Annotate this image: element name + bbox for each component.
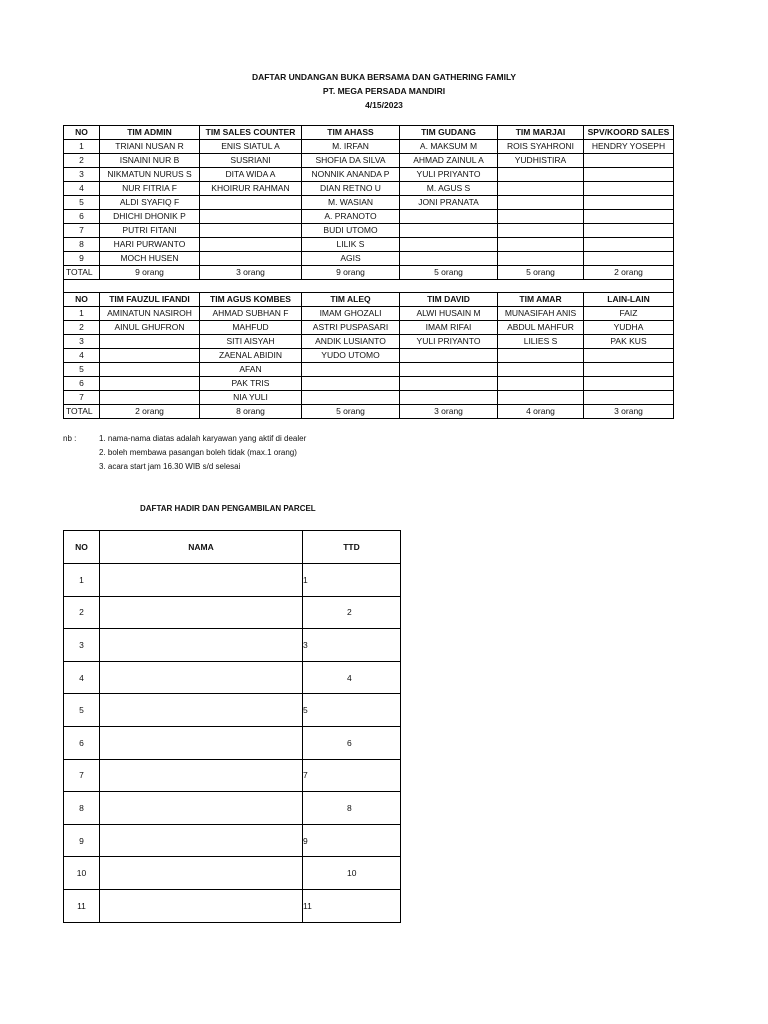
table-cell xyxy=(498,238,584,252)
table-cell: TRIANI NUSAN R xyxy=(100,140,200,154)
table-cell xyxy=(200,210,302,224)
table-row xyxy=(64,210,674,224)
attendance-no: 1 xyxy=(64,564,100,597)
table-cell: A. MAKSUM M xyxy=(400,140,498,154)
table-cell: 4 xyxy=(64,349,100,363)
table-cell: 6 xyxy=(64,210,100,224)
column-header: TIM AHASS xyxy=(302,126,400,140)
table-cell: 3 xyxy=(64,335,100,349)
attendance-name-cell[interactable] xyxy=(100,726,303,759)
total-row xyxy=(64,266,674,280)
attendance-no: 8 xyxy=(64,792,100,825)
attendance-row xyxy=(64,824,401,857)
signature-number: 4 xyxy=(347,672,352,683)
table-cell xyxy=(400,238,498,252)
table-cell xyxy=(100,349,200,363)
attendance-no: 7 xyxy=(64,759,100,792)
table-cell xyxy=(584,168,674,182)
table-cell: 2 xyxy=(64,154,100,168)
table-cell: NONNIK ANANDA P xyxy=(302,168,400,182)
table-cell: 7 xyxy=(64,391,100,405)
signature-number: 2 xyxy=(347,607,352,618)
total-cell: 3 orang xyxy=(400,405,498,419)
table-cell: BUDI UTOMO xyxy=(302,224,400,238)
table-cell: 8 xyxy=(64,238,100,252)
signature-number: 5 xyxy=(303,705,308,716)
total-cell: 9 orang xyxy=(100,266,200,280)
attendance-table xyxy=(63,530,401,923)
signature-number: 8 xyxy=(347,802,352,813)
table-row xyxy=(64,391,674,405)
attendance-no: 10 xyxy=(64,857,100,890)
table-cell: PUTRI FITANI xyxy=(100,224,200,238)
table-cell: 6 xyxy=(64,377,100,391)
attendance-name-cell[interactable] xyxy=(100,661,303,694)
event-date: 4/15/2023 xyxy=(365,100,403,110)
table-cell: M. WASIAN xyxy=(302,196,400,210)
attendance-name-cell[interactable] xyxy=(100,857,303,890)
attendance-name-cell[interactable] xyxy=(100,694,303,727)
attendance-header-no: NO xyxy=(64,531,100,564)
table-cell: KHOIRUR RAHMAN xyxy=(200,182,302,196)
column-header: TIM FAUZUL IFANDI xyxy=(100,293,200,307)
total-cell: 5 orang xyxy=(302,405,400,419)
attendance-row xyxy=(64,629,401,662)
table-cell: YULI PRIYANTO xyxy=(400,335,498,349)
total-cell: 5 orang xyxy=(498,266,584,280)
table-cell: NIA YULI xyxy=(200,391,302,405)
signature-number: 10 xyxy=(347,868,357,879)
table-cell: YULI PRIYANTO xyxy=(400,168,498,182)
attendance-name-cell[interactable] xyxy=(100,596,303,629)
table-cell xyxy=(584,391,674,405)
table-cell xyxy=(400,252,498,266)
table-cell: 5 xyxy=(64,196,100,210)
total-cell: 2 orang xyxy=(100,405,200,419)
table-cell: AFAN xyxy=(200,363,302,377)
total-cell: 4 orang xyxy=(498,405,584,419)
signature-number: 1 xyxy=(303,574,308,585)
table-cell xyxy=(400,377,498,391)
table-row xyxy=(64,349,674,363)
attendance-no: 5 xyxy=(64,694,100,727)
table-cell: M. IRFAN xyxy=(302,140,400,154)
note-line: 3. acara start jam 16.30 WIB s/d selesai xyxy=(99,462,241,471)
attendance-name-cell[interactable] xyxy=(100,792,303,825)
team-table xyxy=(63,125,674,419)
attendance-row xyxy=(64,596,401,629)
attendance-signature-cell[interactable] xyxy=(303,824,401,857)
table-cell: IMAM RIFAI xyxy=(400,321,498,335)
table-cell xyxy=(498,252,584,266)
attendance-signature-cell[interactable] xyxy=(303,596,401,629)
attendance-no: 4 xyxy=(64,661,100,694)
table-cell: MAHFUD xyxy=(200,321,302,335)
total-cell: 9 orang xyxy=(302,266,400,280)
table-cell xyxy=(498,168,584,182)
column-header: LAIN-LAIN xyxy=(584,293,674,307)
column-header: TIM DAVID xyxy=(400,293,498,307)
attendance-row xyxy=(64,564,401,597)
table-cell: AGIS xyxy=(302,252,400,266)
attendance-title: DAFTAR HADIR DAN PENGAMBILAN PARCEL xyxy=(140,504,316,513)
attendance-name-cell[interactable] xyxy=(100,564,303,597)
table-cell: 1 xyxy=(64,140,100,154)
notes xyxy=(0,434,768,474)
table-cell: DHICHI DHONIK P xyxy=(100,210,200,224)
attendance-name-cell[interactable] xyxy=(100,629,303,662)
table-cell: ANDIK LUSIANTO xyxy=(302,335,400,349)
signature-number: 7 xyxy=(303,770,308,781)
attendance-row xyxy=(64,759,401,792)
table-row xyxy=(64,196,674,210)
attendance-name-cell[interactable] xyxy=(100,889,303,922)
table-cell: AHMAD ZAINUL A xyxy=(400,154,498,168)
table-cell: 3 xyxy=(64,168,100,182)
total-cell: 3 orang xyxy=(200,266,302,280)
table-row xyxy=(64,224,674,238)
table-cell: M. AGUS S xyxy=(400,182,498,196)
total-cell: TOTAL xyxy=(64,405,100,419)
attendance-header-name: NAMA xyxy=(100,531,303,564)
attendance-signature-cell[interactable] xyxy=(303,661,401,694)
table-header-row xyxy=(64,293,674,307)
table-cell: JONI PRANATA xyxy=(400,196,498,210)
table-cell xyxy=(584,196,674,210)
column-header: TIM GUDANG xyxy=(400,126,498,140)
table-cell xyxy=(498,224,584,238)
gap-cell xyxy=(64,280,674,293)
table-row xyxy=(64,252,674,266)
table-cell: 4 xyxy=(64,182,100,196)
table-row xyxy=(64,140,674,154)
table-cell xyxy=(498,349,584,363)
table-row xyxy=(64,238,674,252)
table-cell: LILIK S xyxy=(302,238,400,252)
table-cell: MOCH HUSEN xyxy=(100,252,200,266)
table-cell: 1 xyxy=(64,307,100,321)
column-header: TIM ADMIN xyxy=(100,126,200,140)
table-cell xyxy=(584,377,674,391)
attendance-row xyxy=(64,726,401,759)
attendance-signature-cell[interactable] xyxy=(303,759,401,792)
table-cell xyxy=(584,210,674,224)
total-cell: 3 orang xyxy=(584,405,674,419)
column-header: TIM ALEQ xyxy=(302,293,400,307)
table-cell: 9 xyxy=(64,252,100,266)
table-row xyxy=(64,335,674,349)
table-cell xyxy=(100,335,200,349)
table-cell xyxy=(400,224,498,238)
table-cell xyxy=(100,377,200,391)
table-cell xyxy=(200,196,302,210)
table-cell: ABDUL MAHFUR xyxy=(498,321,584,335)
table-cell xyxy=(400,363,498,377)
table-cell: PAK KUS xyxy=(584,335,674,349)
table-cell: NUR FITRIA F xyxy=(100,182,200,196)
table-cell xyxy=(584,154,674,168)
table-cell xyxy=(498,377,584,391)
table-cell xyxy=(400,349,498,363)
table-row xyxy=(64,377,674,391)
attendance-signature-cell[interactable] xyxy=(303,694,401,727)
note-line: 2. boleh membawa pasangan boleh tidak (max.1 orang) xyxy=(99,448,297,457)
column-header: TIM SALES COUNTER xyxy=(200,126,302,140)
note-line: 1. nama-nama diatas adalah karyawan yang aktif di dealer xyxy=(99,434,307,443)
attendance-no: 9 xyxy=(64,824,100,857)
column-header: TIM AMAR xyxy=(498,293,584,307)
table-cell: DITA WIDA A xyxy=(200,168,302,182)
attendance-no: 11 xyxy=(64,889,100,922)
table-row xyxy=(64,321,674,335)
attendance-row xyxy=(64,661,401,694)
column-header: NO xyxy=(64,293,100,307)
table-cell xyxy=(498,196,584,210)
document-title: DAFTAR UNDANGAN BUKA BERSAMA DAN GATHERING FAMILY xyxy=(251,72,517,82)
table-cell: A. PRANOTO xyxy=(302,210,400,224)
table-cell: DIAN RETNO U xyxy=(302,182,400,196)
table-cell: ALDI SYAFIQ F xyxy=(100,196,200,210)
table-row xyxy=(64,363,674,377)
table-cell: HARI PURWANTO xyxy=(100,238,200,252)
table-cell: YUDHA xyxy=(584,321,674,335)
table-cell xyxy=(302,391,400,405)
table-cell xyxy=(498,182,584,196)
table-cell xyxy=(584,363,674,377)
table-row xyxy=(64,154,674,168)
table-cell: AINUL GHUFRON xyxy=(100,321,200,335)
column-header: SPV/KOORD SALES xyxy=(584,126,674,140)
attendance-row xyxy=(64,694,401,727)
table-cell: NIKMATUN NURUS S xyxy=(100,168,200,182)
table-cell: PAK TRIS xyxy=(200,377,302,391)
column-header: TIM MARJAI xyxy=(498,126,584,140)
section-gap xyxy=(64,280,674,293)
table-cell xyxy=(584,182,674,196)
table-cell xyxy=(200,224,302,238)
table-cell: ALWI HUSAIN M xyxy=(400,307,498,321)
table-cell xyxy=(100,391,200,405)
table-cell xyxy=(400,391,498,405)
table-cell: 5 xyxy=(64,363,100,377)
table-cell: SHOFIA DA SILVA xyxy=(302,154,400,168)
attendance-signature-cell[interactable] xyxy=(303,889,401,922)
company-name: PT. MEGA PERSADA MANDIRI xyxy=(322,86,446,96)
total-cell: 5 orang xyxy=(400,266,498,280)
table-row xyxy=(64,182,674,196)
table-cell: AMINATUN NASIROH xyxy=(100,307,200,321)
signature-number: 6 xyxy=(347,737,352,748)
table-cell: ISNAINI NUR B xyxy=(100,154,200,168)
table-cell: SITI AISYAH xyxy=(200,335,302,349)
table-cell: ZAENAL ABIDIN xyxy=(200,349,302,363)
table-cell xyxy=(498,391,584,405)
attendance-row xyxy=(64,857,401,890)
table-cell: 7 xyxy=(64,224,100,238)
attendance-row xyxy=(64,792,401,825)
column-header: TIM AGUS KOMBES xyxy=(200,293,302,307)
total-cell: TOTAL xyxy=(64,266,100,280)
table-cell: 2 xyxy=(64,321,100,335)
attendance-header-ttd: TTD xyxy=(303,531,401,564)
total-cell: 8 orang xyxy=(200,405,302,419)
table-cell: ENIS SIATUL A xyxy=(200,140,302,154)
table-cell xyxy=(498,210,584,224)
column-header: NO xyxy=(64,126,100,140)
signature-number: 11 xyxy=(303,900,312,911)
attendance-name-cell[interactable] xyxy=(100,759,303,792)
table-row xyxy=(64,168,674,182)
attendance-no: 3 xyxy=(64,629,100,662)
table-cell: LILIES S xyxy=(498,335,584,349)
attendance-signature-cell[interactable] xyxy=(303,564,401,597)
table-cell xyxy=(584,349,674,363)
table-cell xyxy=(584,252,674,266)
table-cell: HENDRY YOSEPH xyxy=(584,140,674,154)
table-row xyxy=(64,307,674,321)
signature-number: 9 xyxy=(303,835,308,846)
attendance-no: 6 xyxy=(64,726,100,759)
attendance-row xyxy=(64,889,401,922)
total-cell: 2 orang xyxy=(584,266,674,280)
notes-label: nb : xyxy=(63,434,77,443)
table-cell: YUDO UTOMO xyxy=(302,349,400,363)
attendance-signature-cell[interactable] xyxy=(303,726,401,759)
table-cell: YUDHISTIRA xyxy=(498,154,584,168)
attendance-signature-cell[interactable] xyxy=(303,629,401,662)
table-cell: MUNASIFAH ANIS xyxy=(498,307,584,321)
table-cell xyxy=(302,363,400,377)
attendance-signature-cell[interactable] xyxy=(303,857,401,890)
table-cell: ASTRI PUSPASARI xyxy=(302,321,400,335)
table-cell: IMAM GHOZALI xyxy=(302,307,400,321)
attendance-name-cell[interactable] xyxy=(100,824,303,857)
table-cell xyxy=(400,210,498,224)
table-cell xyxy=(200,252,302,266)
table-cell xyxy=(100,363,200,377)
attendance-signature-cell[interactable] xyxy=(303,792,401,825)
table-cell: ROIS SYAHRONI xyxy=(498,140,584,154)
table-cell xyxy=(302,377,400,391)
table-cell xyxy=(584,224,674,238)
table-cell xyxy=(498,363,584,377)
table-cell: AHMAD SUBHAN F xyxy=(200,307,302,321)
table-cell xyxy=(200,238,302,252)
table-header-row xyxy=(64,126,674,140)
table-cell: SUSRIANI xyxy=(200,154,302,168)
signature-number: 3 xyxy=(303,639,308,650)
total-row xyxy=(64,405,674,419)
table-cell: FAIZ xyxy=(584,307,674,321)
table-cell xyxy=(584,238,674,252)
attendance-no: 2 xyxy=(64,596,100,629)
